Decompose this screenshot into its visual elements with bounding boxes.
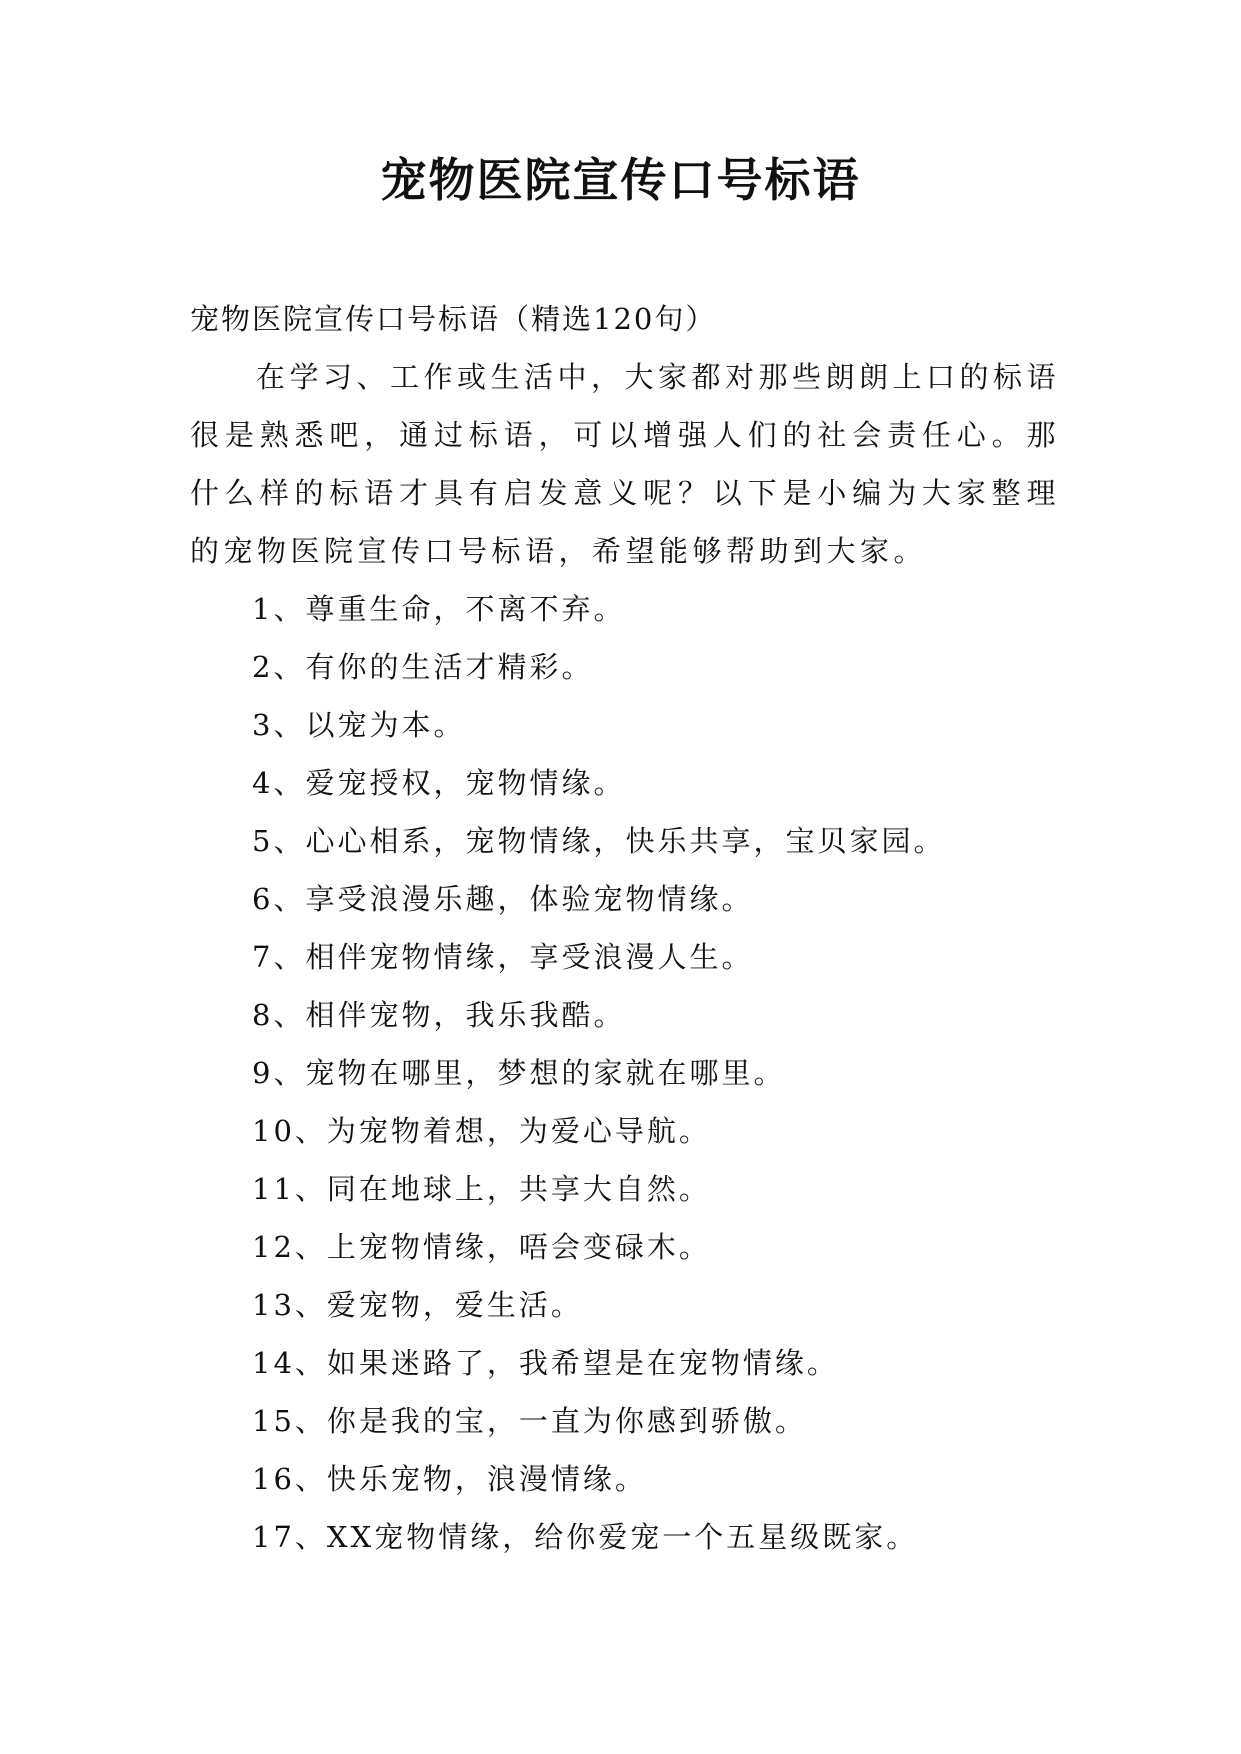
list-item: 14、如果迷路了，我希望是在宠物情缘。 (252, 1346, 839, 1380)
list-item: 9、宠物在哪里，梦想的家就在哪里。 (252, 1056, 786, 1090)
list-item: 16、快乐宠物，浪漫情缘。 (252, 1462, 647, 1496)
list-item: 5、心心相系，宠物情缘，快乐共享，宝贝家园。 (252, 824, 946, 858)
document-body (190, 290, 1060, 1566)
list-item: 3、以宠为本。 (252, 708, 466, 742)
list-item: 8、相伴宠物，我乐我酷。 (252, 998, 626, 1032)
list-item: 15、你是我的宝，一直为你感到骄傲。 (252, 1404, 807, 1438)
list-item: 2、有你的生活才精彩。 (252, 650, 594, 684)
list-item: 10、为宠物着想，为爱心导航。 (252, 1114, 711, 1148)
list-item: 13、爱宠物，爱生活。 (252, 1288, 583, 1322)
list-item: 1、尊重生命，不离不弃。 (252, 592, 626, 626)
list-item: 17、XX宠物情缘，给你爱宠一个五星级既家。 (252, 1520, 919, 1554)
intro-paragraph: 在学习、工作或生活中，大家都对那些朗朗上口的标语很是熟悉吧，通过标语，可以增强人们的社会责任心。那什么样的标语才具有启发意义呢？以下是小编为大家整理的宠物医院宣传口号标语，希望能够帮助到大家。 (190, 360, 1061, 568)
list-item: 12、上宠物情缘，唔会变碌木。 (252, 1230, 711, 1264)
list-item: 6、享受浪漫乐趣，体验宠物情缘。 (252, 882, 754, 916)
list-item: 7、相伴宠物情缘，享受浪漫人生。 (252, 940, 754, 974)
document-subtitle: 宠物医院宣传口号标语（精选120句） (190, 302, 717, 336)
list-item: 4、爱宠授权，宠物情缘。 (252, 766, 626, 800)
document-title: 宠物医院宣传口号标语 (380, 153, 861, 207)
slogan-list (190, 580, 1060, 1566)
list-item: 11、同在地球上，共享大自然。 (252, 1172, 711, 1206)
